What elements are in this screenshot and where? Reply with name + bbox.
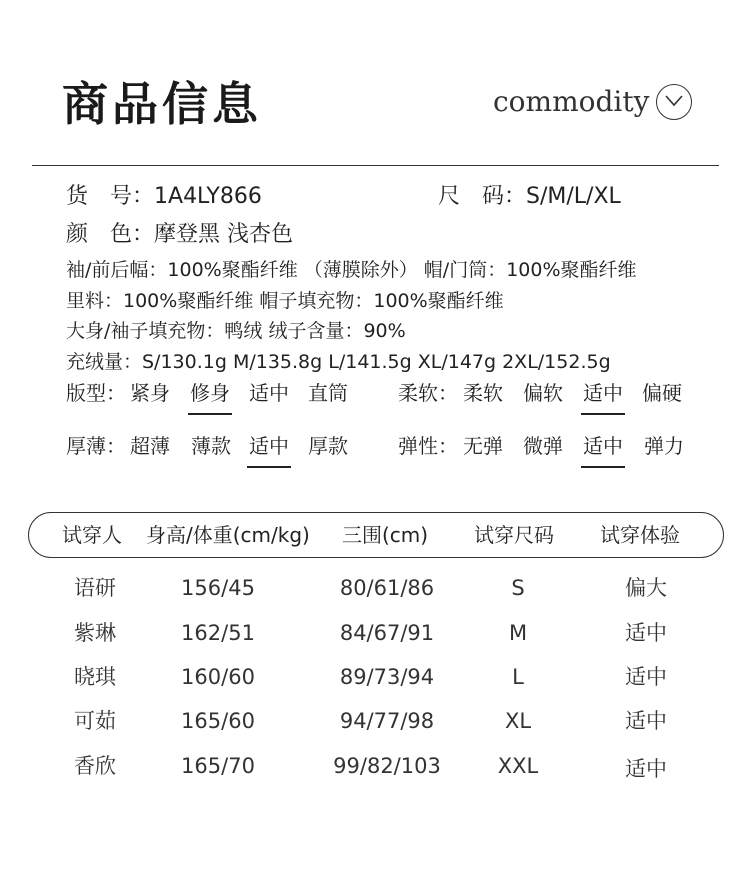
softness-label: 柔软：	[398, 381, 458, 405]
elasticity-option[interactable]: 弹力	[644, 434, 684, 458]
down-weight: 充绒量：S/130.1g M/135.8g L/141.5g XL/147g 2XL/152.5g	[66, 351, 611, 373]
fit-type-option[interactable]: 适中	[249, 381, 289, 405]
cell-height-weight: 162/51	[181, 621, 255, 645]
chevron-down-icon	[665, 95, 683, 107]
cell-tester: 可茹	[74, 709, 116, 733]
cell-experience: 适中	[625, 757, 667, 781]
cell-height-weight: 165/60	[181, 709, 255, 733]
color-label: 颜 色：	[66, 222, 155, 247]
cell-experience: 偏大	[625, 576, 667, 600]
fit-type-group	[66, 380, 126, 406]
sleeve-material: 袖/前后幅：100%聚酯纤维 （薄膜除外） 帽/门筒：100%聚酯纤维	[66, 259, 637, 281]
sku-row	[66, 184, 262, 210]
fit-type-option[interactable]: 直筒	[308, 381, 348, 405]
cell-height-weight: 165/70	[181, 754, 255, 778]
cell-height-weight: 156/45	[181, 576, 255, 600]
cell-tester: 紫琳	[74, 621, 116, 645]
sku-value: 1A4LY866	[154, 184, 262, 209]
cell-measurements: 99/82/103	[333, 754, 441, 778]
cell-measurements: 84/67/91	[339, 621, 435, 645]
header-height-weight: 身高/体重(cm/kg)	[146, 523, 310, 547]
cell-experience: 适中	[625, 665, 667, 689]
header-divider	[32, 165, 719, 166]
softness-option[interactable]: 柔软	[463, 381, 503, 405]
softness-option-selected[interactable]: 适中	[583, 381, 623, 405]
page-subtitle: commodity	[493, 85, 650, 118]
fit-type-label: 版型：	[66, 381, 126, 405]
header-tester: 试穿人	[62, 523, 122, 547]
elasticity-option[interactable]: 微弹	[523, 434, 563, 458]
lining-material: 里料：100%聚酯纤维 帽子填充物：100%聚酯纤维	[66, 290, 504, 312]
thickness-option[interactable]: 厚款	[308, 434, 348, 458]
fit-type-option-selected[interactable]: 修身	[190, 381, 230, 405]
chevron-down-circle-icon[interactable]	[656, 84, 692, 120]
elasticity-option-selected[interactable]: 适中	[583, 434, 623, 458]
header-experience: 试穿体验	[600, 523, 680, 547]
header-measurements: 三围(cm)	[342, 523, 429, 547]
fit-type-option[interactable]: 紧身	[130, 381, 170, 405]
page-title: 商品信息	[62, 77, 262, 131]
size-label: 尺 码：	[438, 184, 527, 209]
cell-measurements: 89/73/94	[339, 665, 435, 689]
cell-size: M	[508, 621, 528, 645]
softness-option[interactable]: 偏硬	[642, 381, 682, 405]
thickness-group	[66, 433, 126, 459]
softness-option[interactable]: 偏软	[523, 381, 563, 405]
cell-size: S	[511, 576, 525, 600]
size-value: S/M/L/XL	[526, 184, 621, 209]
elasticity-option[interactable]: 无弹	[463, 434, 503, 458]
thickness-label: 厚薄：	[66, 434, 126, 458]
cell-tester: 香欣	[74, 754, 116, 778]
cell-measurements: 94/77/98	[339, 709, 435, 733]
cell-experience: 适中	[625, 709, 667, 733]
cell-tester: 语研	[74, 576, 116, 600]
thickness-option[interactable]: 薄款	[191, 434, 231, 458]
cell-height-weight: 160/60	[181, 665, 255, 689]
sku-label: 货 号：	[66, 184, 155, 209]
softness-group	[398, 380, 458, 406]
cell-size: L	[512, 665, 524, 689]
elasticity-group	[398, 433, 458, 459]
thickness-option[interactable]: 超薄	[130, 434, 170, 458]
color-row	[66, 222, 293, 248]
cell-size: XXL	[497, 754, 539, 778]
cell-experience: 适中	[625, 621, 667, 645]
cell-measurements: 80/61/86	[339, 576, 435, 600]
size-row	[438, 184, 621, 210]
header-size: 试穿尺码	[474, 523, 554, 547]
elasticity-label: 弹性：	[398, 434, 458, 458]
cell-size: XL	[504, 709, 532, 733]
filling-material: 大身/袖子填充物：鸭绒 绒子含量：90%	[66, 320, 406, 342]
cell-tester: 晓琪	[74, 665, 116, 689]
color-value: 摩登黑 浅杏色	[154, 222, 294, 247]
thickness-option-selected[interactable]: 适中	[249, 434, 289, 458]
